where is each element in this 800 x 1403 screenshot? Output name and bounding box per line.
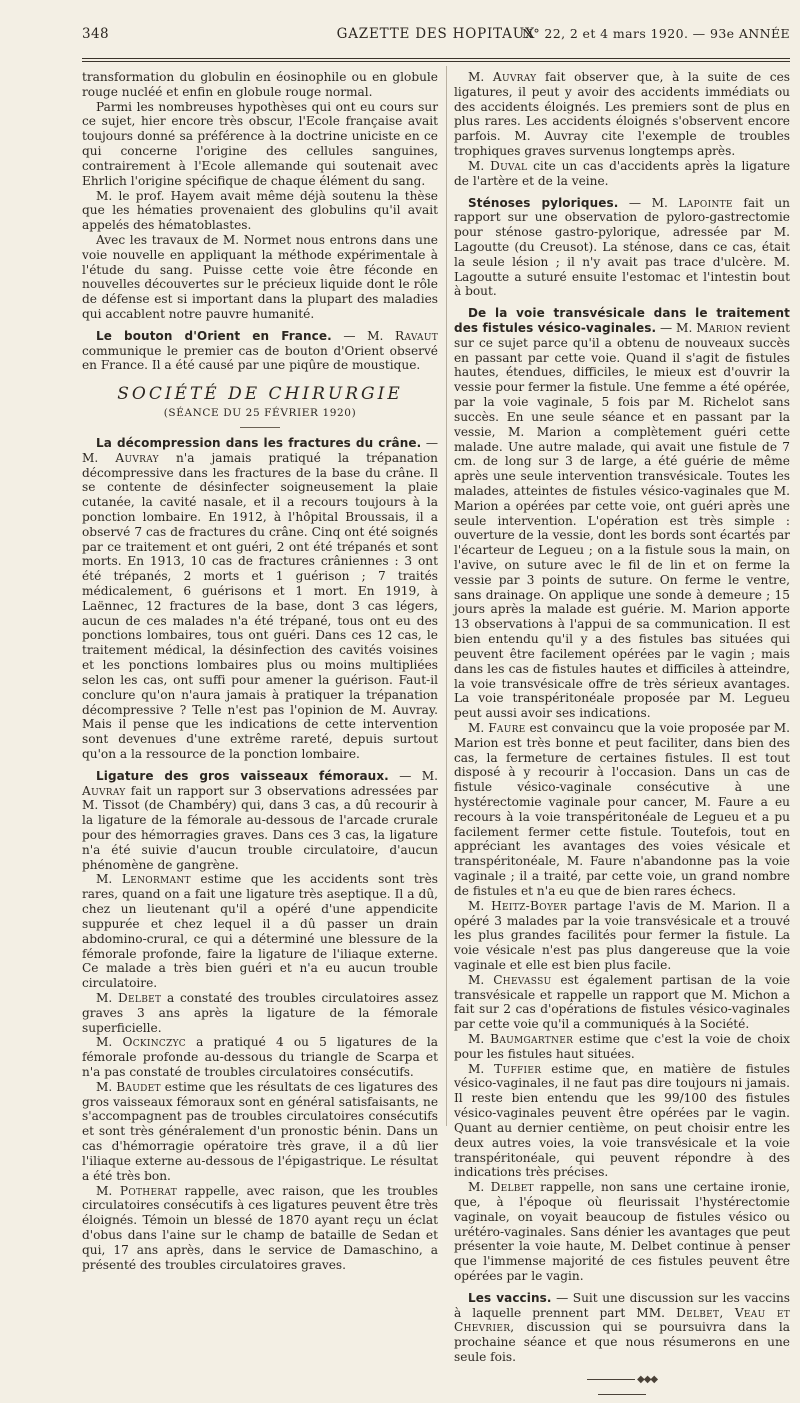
paragraph: M. le prof. Hayem avait même déjà soutenu la thèse que les hématies provenaient des globulins qu'il avait appelés des hématoblastes. bbox=[82, 188, 438, 233]
author-name: Auvray bbox=[492, 70, 537, 84]
author-name: Delbet bbox=[490, 1180, 534, 1195]
author-name: Marion bbox=[696, 321, 743, 335]
author-name: Baumgartner bbox=[490, 1032, 574, 1046]
author-name: Potherat bbox=[119, 1183, 177, 1198]
paragraph: M. Baudet estime que les résultats de ces ligatures des gros vaisseaux fémoraux sont en général satisfaisants, ne s'accompagnent pas de troubles circulatoires consécutifs et sont très généralement d'un pronostic bénin. Dans un cas d'hémorragie opératoire très grave, il a dû lier l'iliaque externe au-dessous de l'épigastrique. Le résultat a été très bon. bbox=[82, 1079, 439, 1183]
paragraph: Parmi les nombreuses hypothèses qui ont eu cours sur ce sujet, hier encore très obscur, l'Ecole française avait toujours donné sa préférence à la doctrine uniciste en ce qui concerne l'origine des cellules sanguines, contrairement à l'Ecole allemande qui soutenait avec Ehrlich l'origine spécifique de chaque élément du sang. bbox=[82, 99, 438, 188]
page-number: 348 bbox=[82, 26, 109, 42]
author-name: Auvray bbox=[82, 783, 126, 798]
paragraph: M. Duval cite un cas d'accidents après la ligature de l'artère et de la veine. bbox=[454, 158, 791, 188]
author-name: Ravaut bbox=[395, 328, 439, 343]
article-vaccins: Les vaccins. — Suit une discussion sur les vaccins à laquelle prennent part MM. Delbet, Veau et Chevrier, discussion qui se poursuivra dans la prochaine séance et que nous résumerons en une seule fois. bbox=[454, 1290, 791, 1365]
paragraph: M. Faure est convaincu que la voie proposée par M. Marion est très bonne et peut faciliter, dans bien des cas, la fermeture de certaines fistules. Il est tout disposé à y recourir à l'occasion. Dans un cas de fistule vésico-vaginale consécutive à une hystérectomie vaginale pour cancer, M. Faure a eu recours à la voie transpéritonéale de Legueu et a pu facilement fermer cette fistule. Toutefois, tout en appréciant les avantages des voies vésicale et transpéritonéale, M. Faure n'abandonne pas la voie vaginale ; il a traité, par cette voie, un grand nombre de fistules et n'a eu que de bien rares échecs. bbox=[454, 720, 791, 898]
paragraph: Avec les travaux de M. Normet nous entrons dans une voie nouvelle en appliquant la méthode expérimentale à l'étude du sang. Puisse cette voie être féconde en nouvelles découvertes sur le précieux liquide dont le rôle de défense est si important dans la plupart des maladies qui accablent notre pauvre humanité. bbox=[82, 232, 438, 321]
author-name: Ockinczyc bbox=[122, 1035, 186, 1050]
author-name: Auvray bbox=[115, 450, 159, 465]
author-name: Duval bbox=[490, 158, 528, 173]
paragraph: M. Ockinczyc a pratiqué 4 ou 5 ligatures de la fémorale profonde au-dessous du triangle de Scarpa et n'a pas constaté de troubles circulatoires consécutifs. bbox=[82, 1035, 438, 1079]
end-ornament: ◆◆◆ bbox=[562, 1373, 682, 1403]
header-rule bbox=[82, 58, 790, 59]
author-name: Delbet bbox=[118, 990, 162, 1005]
article-bouton-orient: Le bouton d'Orient en France. — M. Ravaut communique le premier cas de bouton d'Orient observé en France. Il a été causé par une piqûre de moustique. bbox=[82, 328, 439, 373]
article-heading: Ligature des gros vaisseaux fémoraux. bbox=[96, 768, 389, 783]
paragraph: M. Tuffier estime que, en matière de fistules vésico-vaginales, il ne faut pas dire toujours ni jamais. Il reste bien entendu que les 99/100 des fistules vésico-vaginales peuvent être opérées par le vagin. Quant au dernier centième, on peut choisir entre les deux autres voies, la voie transvésicale et la voie transpéritonéale, qui peuvent répondre à des indications très précises. bbox=[454, 1061, 791, 1180]
author-name: Heitz-Boyer bbox=[491, 898, 568, 913]
left-column bbox=[82, 70, 438, 1272]
paragraph: transformation du globulin en éosinophile ou en globule rouge nucléé et enfin en globule rouge normal. bbox=[82, 70, 438, 99]
issue-info: N° 22, 2 et 4 mars 1920. — 93e ANNÉE bbox=[522, 26, 790, 41]
paragraph: M. Baumgartner estime que c'est la voie de choix pour les fistules haut situées. bbox=[454, 1032, 790, 1061]
right-column bbox=[454, 70, 790, 1403]
article-heading: La décompression dans les fractures du crâne. bbox=[96, 435, 422, 450]
author-name: Faure bbox=[488, 720, 526, 735]
article-heading: Le bouton d'Orient en France. bbox=[96, 328, 332, 343]
author-name: Lapointe bbox=[678, 195, 733, 210]
paragraph: M. Chevassu est également partisan de la voie transvésicale et rappelle un rapport que M. Michon a fait sur 2 cas d'opérations de fistules vésico-vaginales par cette voie qu'il a communiqués à la Société. bbox=[454, 972, 790, 1032]
paragraph: M. Auvray fait observer que, à la suite de ces ligatures, il peut y avoir des accidents immédiats ou des accidents éloignés. Les premiers sont de plus en plus rares. Les accidents éloignés s'observent encore parfois. M. Auvray cite l'exemple de troubles trophiques graves survenus longtemps après. bbox=[454, 70, 791, 159]
author-names: Delbet, Veau et Chevrier, bbox=[454, 1305, 791, 1335]
section-title: SOCIÉTÉ DE CHIRURGIE bbox=[117, 384, 403, 405]
section-date: (SÉANCE DU 25 FÉVRIER 1920) bbox=[163, 407, 357, 420]
author-name: Tuffier bbox=[494, 1061, 542, 1076]
article-decompression: La décompression dans les fractures du crâne. — M. Auvray n'a jamais pratiqué la trépanation décompressive dans les fractures de la base du crâne. Il se contente de désinfecter soigneusement la plaie cutanée, la cavité nasale, et il a recours toujours à la ponction lombaire. En 1912, à l'hôpital Broussais, il a observé 7 cas de fractures du crâne. Cinq ont été soignés par ce traitement et ont guéri, 2 ont été trépanés et sont morts. En 1913, 10 cas de fractures crâniennes : 3 ont été trépanés, 2 morts et 1 guérison ; 7 traités médicalement, 6 guérisons et 1 mort. En 1919, à Laënnec, 12 fractures de la base, dont 3 cas légers, aucun de ces malades n'a été trépané, tous ont eu des ponctions lombaires, tous ont guéri. Dans ces 12 cas, le traitement médical, la désinfection des cavités voisines et les ponctions lombaires plus ou moins multipliées selon les cas, ont suffi pour amener la guérison. Faut-il conclure qu'on n'aura jamais à pratiquer la trépanation décompressive ? Telle n'est pas l'opinion de M. Auvray. Mais il pense que les indications de cette intervention sont devenues d'une extrême rareté, depuis surtout qu'on a la ressource de la ponction lombaire. bbox=[82, 435, 439, 761]
paragraph: M. Delbet rappelle, non sans une certaine ironie, que, à l'époque où fleurissait l'hystérectomie vaginale, on voyait beaucoup de fistules vésico ou urétéro-vaginales. Sans dénier les avantages que peut présenter la voie haute, M. Delbet continue à penser que l'immense majorité de ces fistules peuvent être opérées par le vagin. bbox=[454, 1180, 791, 1283]
section-separator bbox=[240, 427, 280, 428]
article-fistules: De la voie transvésicale dans le traitement des fistules vésico-vaginales. — M. Marion revient sur ce sujet parce qu'il a obtenu de nouveaux succès en passant par cette voie. Quand il s'agit de fistules hautes, étendues, difficiles, le mieux est d'ouvrir la vessie pour fermer la fistule. Une femme a été opérée, par la voie vaginale, 5 fois par M. Richelot sans succès. En une seule séance et en passant par la vessie, M. Marion a complètement guéri cette malade. Une autre malade, qui avait une fistule de 7 cm. de long sur 3 de large, a été guérie de même après une seule intervention transvésicale. Toutes les malades, atteintes de fistules vésico-vaginales que M. Marion a opérées par cette voie, ont guéri après une seule intervention. L'opération est très simple : ouverture de la vessie, dont les bords sont écartés par l'écarteur de Legueu ; on a la fistule sous la main, on l'avive, on suture avec le fil de lin et on ferme la vessie par 3 points de suture. On ferme le ventre, sans drainage. On applique une sonde à demeure ; 15 jours après la malade est guérie. M. Marion apporte 13 observations à l'appui de sa communication. Il est bien entendu qu'il y a des fistules bas situées qui peuvent être facilement opérées par le vagin ; mais dans les cas de fistules hautes et difficiles à atteindre, la voie transvésicale offre de très sérieux avantages. La voie transpéritonéale proposée par M. Legueu peut aussi avoir ses indications. bbox=[454, 306, 791, 721]
page-header bbox=[82, 26, 790, 46]
column-divider bbox=[446, 66, 447, 1126]
paragraph: M. Lenormant estime que les accidents sont très rares, quand on a fait une ligature très aseptique. Il a dû, chez un lieutenant qu'il a opéré d'une appendicite suppurée et chez lequel il a dû passer un drain abdomino-crural, ce qui a déterminé une blessure de la fémorale profonde, faire la ligature de l'iliaque externe. Ce malade a très bien guéri et n'a eu aucun trouble circulatoire. bbox=[82, 872, 439, 991]
journal-title: GAZETTE DES HOPITAUX bbox=[336, 26, 536, 42]
paragraph: M. Potherat rappelle, avec raison, que les troubles circulatoires consécutifs à ces ligatures peuvent être très éloignés. Témoin un blessé de 1870 ayant reçu un éclat d'obus dans l'aine sur le champ de bataille de Sedan et qui, 17 ans après, dans le service de Damaschino, a présenté des troubles circulatoires graves. bbox=[82, 1183, 439, 1272]
article-stenoses: Sténoses pyloriques. — M. Lapointe fait un rapport sur une observation de pyloro-gastrectomie pour sténose gastro-pylorique, adressée par M. Lagoutte (du Creusot). La sténose, dans ce cas, était la seule lésion ; il n'y avait pas trace d'ulcère. M. Lagoutte a suturé ensuite l'estomac et l'intestin bout à bout. bbox=[454, 195, 790, 299]
author-name: Chevassu bbox=[493, 972, 552, 987]
article-heading: Sténoses pyloriques. bbox=[468, 195, 619, 210]
author-name: Baudet bbox=[116, 1079, 161, 1094]
author-name: Lenormant bbox=[121, 872, 191, 887]
paragraph: M. Delbet a constaté des troubles circulatoires assez graves 3 ans après la ligature de la fémorale superficielle. bbox=[82, 990, 439, 1035]
header-rule-thin bbox=[82, 61, 790, 62]
article-heading: De la voie transvésicale dans le traitement des fistules vésico-vaginales. bbox=[454, 306, 790, 335]
paragraph: M. Heitz-Boyer partage l'avis de M. Marion. Il a opéré 3 malades par la voie transvésicale et a trouvé les plus grandes facilités pour fermer la fistule. La voie vésicale n'est pas plus dangereuse que la voie vaginale et elle est bien plus facile. bbox=[454, 898, 791, 972]
article-heading: Les vaccins. bbox=[468, 1290, 552, 1305]
article-ligature: Ligature des gros vaisseaux fémoraux. — M. Auvray fait un rapport sur 3 observations adressées par M. Tissot (de Chambéry) qui, dans 3 cas, a dû recourir à la ligature de la fémorale au-dessous de l'arcade crurale pour des hémorragies graves. Dans ces 3 cas, la ligature n'a été suivie d'aucun trouble circulatoire, d'aucun phénomène de gangrène. bbox=[82, 768, 439, 872]
